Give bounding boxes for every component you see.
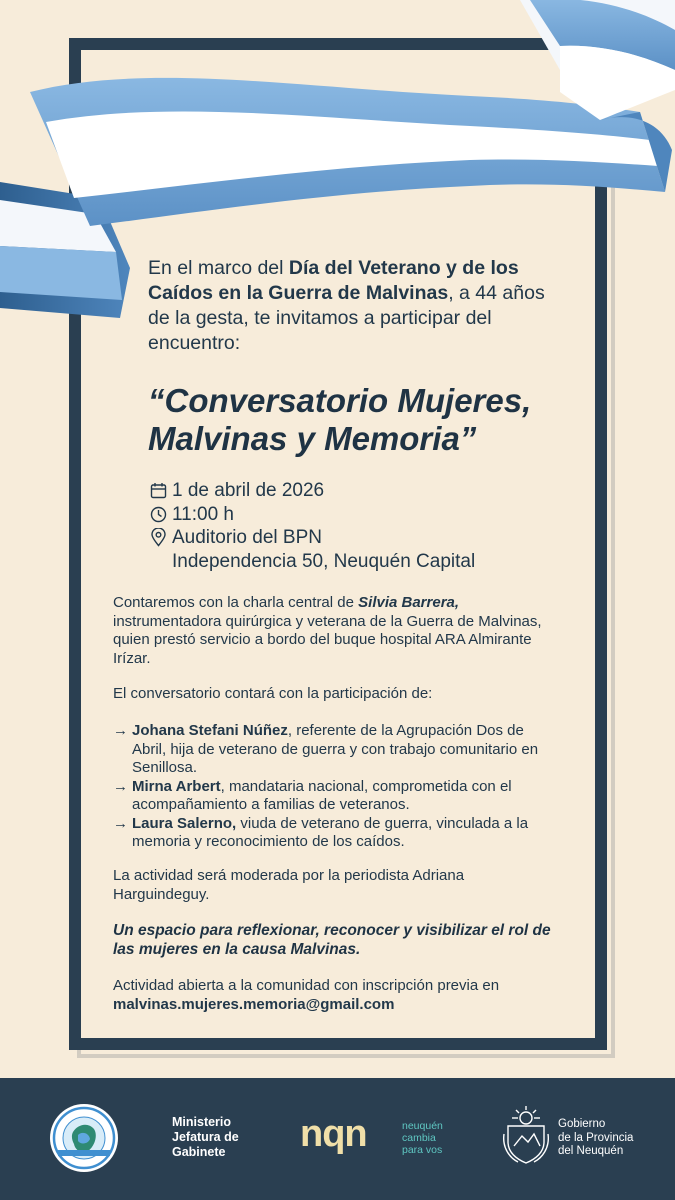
clock-icon [148, 504, 168, 524]
gobierno-logo-text [558, 1118, 633, 1159]
nqn-tagline-3: para vos [402, 1144, 443, 1156]
arrow-right-icon: → [113, 777, 128, 795]
neuquen-coat-of-arms-icon [500, 1104, 552, 1166]
speaker-pre: Contaremos con la charla central de [113, 594, 359, 611]
intro-part-1: En el marco del [148, 257, 289, 279]
event-place: Auditorio del BPN [172, 527, 322, 548]
gobierno-line-2: de la Provincia [558, 1131, 634, 1144]
participant-desc: , referente de la Agrupación Dos de Abril, hija de veterano de guerra y con trabajo comunitario en Senillosa. [132, 722, 539, 776]
calendar-icon [148, 481, 168, 501]
ministerio-logo-text [172, 1115, 239, 1160]
registration-text [113, 977, 553, 1014]
moderator-text: La actividad será moderada por la periodista Adriana Harguindeguy. [113, 867, 465, 903]
ministerio-line-2: Jefatura de [172, 1130, 239, 1144]
speaker-desc: instrumentadora quirúrgica y veterana de la Guerra de Malvinas, quien prestó servicio a bordo del buque hospital ARA Almirante Irízar. [113, 612, 542, 667]
intro-text [148, 256, 568, 356]
highlight-text: Un espacio para reflexionar, reconocer y visibilizar el rol de las mujeres en la causa Malvinas. [113, 922, 551, 958]
intro-part-2: , a 44 años de la gesta, te invitamos a participar del encuentro: [148, 282, 545, 354]
list-item [113, 722, 553, 778]
participants-list [113, 722, 553, 852]
registration-email-link[interactable]: malvinas.mujeres.memoria@gmail.com [113, 995, 395, 1013]
participation-intro: El conversatorio contará con la participación de: [113, 685, 433, 702]
participant-desc: viuda de veterano de guerra, vinculada a la memoria y reconocimiento de los caídos. [132, 814, 529, 850]
event-details [148, 479, 475, 573]
speaker-paragraph [113, 594, 553, 668]
arrow-right-icon: → [113, 722, 128, 739]
list-item [113, 778, 553, 815]
event-address: Independencia 50, Neuquén Capital [172, 550, 476, 572]
event-time: 11:00 h [172, 503, 234, 525]
registration-line: Actividad abierta a la comunidad con inscripción previa en [113, 977, 500, 994]
nqn-tagline [402, 1120, 443, 1156]
svg-text:nqn: nqn [300, 1113, 367, 1155]
nqn-logo [300, 1112, 392, 1166]
place-row [148, 526, 475, 550]
nqn-tagline-2: cambia [402, 1132, 436, 1144]
participant-name: Johana Stefani Núñez [132, 722, 288, 739]
veterans-seal-logo [48, 1102, 120, 1174]
time-row [148, 503, 475, 527]
speaker-name: Silvia Barrera, [358, 594, 460, 611]
gobierno-line-3: del Neuquén [558, 1145, 624, 1157]
address-row [148, 550, 475, 574]
ministerio-line-3: Gabinete [172, 1145, 226, 1159]
ministerio-line-1: Ministerio [172, 1115, 232, 1129]
intro-bold: Día del Veterano y de los Caídos en la Guerra de Malvinas [148, 257, 519, 304]
gobierno-line-1: Gobierno [558, 1118, 606, 1130]
arrow-right-icon: → [113, 814, 128, 832]
title-line-1: “Conversatorio Mujeres, [148, 382, 532, 419]
date-row [148, 479, 475, 503]
participant-desc: , mandataria nacional, comprometida con el acompañamiento a familias de veteranos. [132, 777, 512, 813]
location-pin-icon [148, 528, 168, 548]
participant-name: Laura Salerno, [132, 814, 237, 832]
footer-bar [0, 1078, 675, 1200]
title-line-2: Malvinas y Memoria” [148, 420, 477, 457]
list-item [113, 815, 553, 852]
event-title [148, 382, 588, 458]
nqn-tagline-1: neuquén [402, 1120, 443, 1132]
event-date: 1 de abril de 2026 [172, 480, 325, 501]
participant-name: Mirna Arbert [132, 777, 221, 795]
